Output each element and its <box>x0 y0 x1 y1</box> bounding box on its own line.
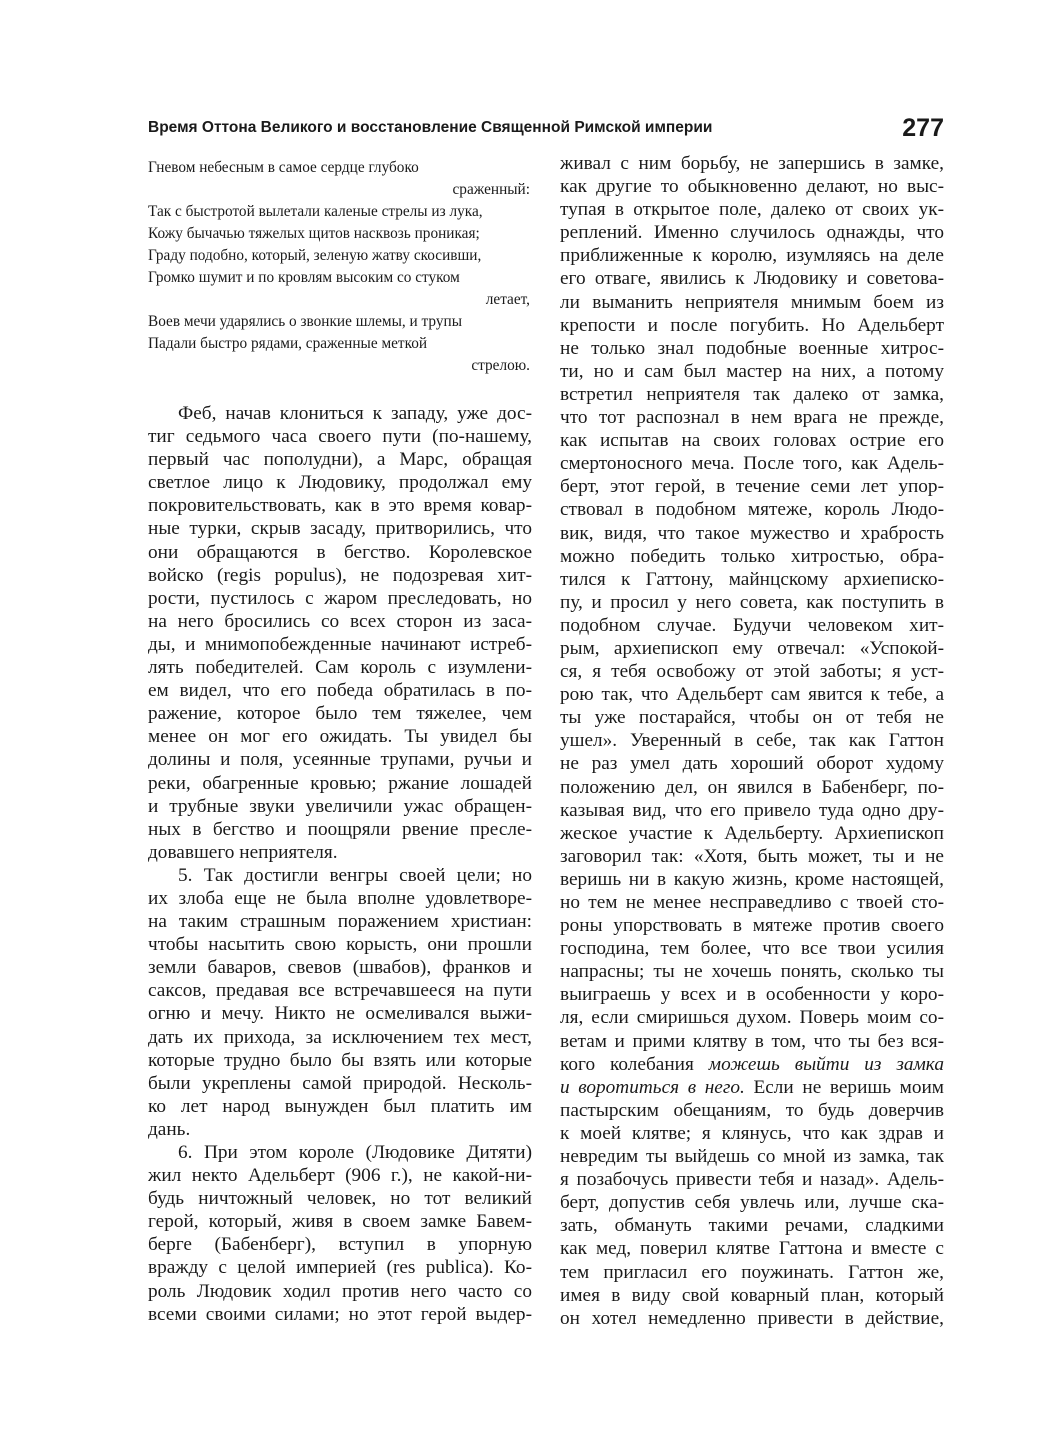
text-line: тиг седьмого часа своего пути (по-нашему, <box>148 426 532 448</box>
text-line: подобном случае. Будучи человеком хит- <box>560 614 944 636</box>
text-line: господина, тем более, что все твои усилия <box>560 938 944 960</box>
text-line: встретил неприятеля так далеко от замка, <box>560 383 944 405</box>
text-line: имея в виду свой коварный план, который <box>560 1284 944 1306</box>
text-line: Феб, начав клониться к западу, уже дос- <box>178 403 532 424</box>
text-line: чтобы насытить свою корысть, они прошли <box>148 934 532 956</box>
text-line: они обращаются в бегство. Королевское <box>148 541 532 563</box>
text-line: что тот распознал в нем врага не прежде, <box>560 407 944 429</box>
text-line: менее он мог его ожидать. Ты увидел бы <box>148 726 532 748</box>
text-line: ствовал в подобном мятеже, король Людо- <box>560 499 944 521</box>
text-line: на него бросились со всех сторон из заса- <box>148 610 532 632</box>
text-line: он хотел немедленно привести в действие, <box>560 1307 944 1329</box>
text-line: смертоносного меча. После того, как Адель- <box>560 453 944 475</box>
text-line: я позабочусь привести тебя и назад». Адель- <box>560 1169 944 1191</box>
text-line: ля, если смиришься духом. Поверь моим со- <box>560 1007 944 1029</box>
text-line: саксов, предавая все встречавшееся на пути <box>148 980 532 1002</box>
text-line: его отваге, явились к Людовику и советова- <box>560 268 944 290</box>
text-fragment: кого колебания <box>560 1053 694 1075</box>
text-line: были укреплены самой природой. Несколь- <box>148 1072 532 1094</box>
text-line: жеское участие к Адельберту. Архиепископ <box>560 822 944 844</box>
text-line: ушел». Уверенный в себе, так как Гаттон <box>560 730 944 752</box>
running-header <box>148 114 944 154</box>
text-line: ных в бегство и поощряли рвение пресле- <box>148 818 532 840</box>
text-line: лять победителей. Сам король с изумлени- <box>148 657 532 679</box>
text-line: тупая в открытое поле, далеко от своих ук- <box>560 199 944 221</box>
text-line: ли выманить неприятеля мнимым боем из <box>560 291 944 313</box>
text-line: их злоба еще не была вполне удовлетворе- <box>148 887 532 909</box>
text-line: ты уже постарайся, чтобы он от тебя не <box>560 707 944 729</box>
text-line: дань. <box>148 1118 191 1140</box>
text-line: герой, который, живя в своем замке Бавем- <box>148 1211 532 1233</box>
verse-line: Громко шумит и по кровлям высоким со стуком <box>148 269 460 286</box>
text-line: дать их прихода, за исключением тех мест, <box>148 1026 532 1048</box>
text-line: 5. Так достигли венгры своей цели; но <box>178 864 532 886</box>
text-line: вражду с целой империей (res publica). Ко- <box>148 1257 532 1279</box>
text-line: довавшего неприятеля. <box>148 841 338 863</box>
text-line: можно победить только хитростью, обра- <box>560 545 944 567</box>
text-line: пу, и просил у него совета, как поступить в <box>560 591 944 613</box>
verse-line: Кожу бычачью тяжелых щитов насквозь проникая; <box>148 225 480 242</box>
text-fragment: Если не веришь моим <box>753 1076 944 1098</box>
right-prose <box>560 152 944 1330</box>
text-line: невредим ты выйдешь со мной из замка, так <box>560 1146 944 1168</box>
text-line: войско (regis populus), не подозревая хит- <box>148 564 532 586</box>
verse-line: сраженный: <box>452 181 530 198</box>
text-line: как мед, поверил клятве Гаттона и вместе с <box>560 1238 944 1260</box>
verse-line: Падали быстро рядами, сраженные меткой <box>148 335 428 352</box>
text-line: будь ничтожный человек, но тот великий <box>148 1188 532 1210</box>
left-prose <box>148 402 532 1326</box>
text-line: реплений. Именно случилось однажды, что <box>560 222 944 244</box>
text-line: берт, допустив себя увлечь или, лучше ска- <box>560 1192 944 1214</box>
verse-line: Граду подобно, который, зеленую жатву скосивши, <box>148 247 482 264</box>
text-line: покровительствовать, как в это время ковар- <box>148 495 532 517</box>
text-line: вик, видя, что такое мужество и храбрость <box>560 522 944 544</box>
verse-line: летает, <box>485 291 530 308</box>
text-line: долины и поля, усеянные трупами, ручьи и <box>148 749 532 771</box>
text-line: живал с ним борьбу, не запершись в замке, <box>560 153 944 174</box>
text-line: тился к Гаттону, майнцскому архиеписко- <box>560 568 944 590</box>
text-line: приближенные к королю, изумляясь на деле <box>560 245 944 267</box>
text-line: роль Людовик ходил против него часто со <box>148 1280 532 1302</box>
text-line: 6. При этом короле (Людовике Дитяти) <box>178 1142 532 1163</box>
text-line: ветам и прими клятву в том, что ты без вся- <box>560 1030 944 1052</box>
text-line: всеми своими силами; но этот герой выдер- <box>148 1303 532 1325</box>
text-line: выиграешь у всех и в особенности у коро- <box>560 984 944 1006</box>
text-line: к моей клятве; я клянусь, что как здрав и <box>560 1122 944 1144</box>
text-line-mixed <box>560 1076 944 1099</box>
text-line: зать, обмануть такими речами, сладкими <box>560 1215 944 1237</box>
text-line: ко лет народ вынужден был платить им <box>148 1095 532 1117</box>
verse-line: стрелою. <box>471 357 530 374</box>
text-line: берге (Бабенберг), вступил в упорную <box>148 1234 532 1256</box>
text-line: как другие то обыкновенно делают, но выс- <box>560 176 944 198</box>
italic-text: можешь выйти из замка <box>708 1053 944 1075</box>
text-line: на таким страшным поражением христиан: <box>148 911 532 933</box>
text-line: не только знал подобные военные хитрос- <box>560 337 944 359</box>
text-line: пастырским обещаниям, то будь доверчив <box>560 1099 944 1121</box>
text-line: положению дел, он явился в Бабенберг, по- <box>560 776 944 798</box>
text-line: ся, я тебя освобожу от этой заботы; я уст- <box>560 661 944 683</box>
text-line: рости, пустилось с жаром преследовать, но <box>148 587 532 609</box>
text-line: и трубные звуки увеличили ужас обращен- <box>148 795 532 817</box>
text-line: светлое лицо к Людовику, продолжал ему <box>148 472 532 494</box>
text-line: реки, обагренные кровью; ржание лошадей <box>148 772 532 794</box>
text-line-mixed <box>560 1053 944 1076</box>
text-line: как испытав на своих головах острие его <box>560 430 944 452</box>
text-line: берт, этот герой, в течение семи лет упор- <box>560 476 944 498</box>
verse-line: Воев мечи ударялись о звонкие шлемы, и трупы <box>148 313 462 330</box>
running-title: Время Оттона Великого и восстановление Священной Римской империи <box>148 119 713 136</box>
text-line: ды, и мнимопобежденные начинают истреб- <box>148 633 532 655</box>
text-line: рым, архиепископ ему отвечал: «Успокой- <box>560 637 944 659</box>
text-line: но тем не менее несправедливо с твоей сто- <box>560 892 944 913</box>
text-line: рою так, что Адельберт сам явится к тебе, а <box>560 684 944 706</box>
page-number: 277 <box>902 114 944 142</box>
text-line: не раз умел дать хороший оборот худому <box>560 753 944 775</box>
text-line: ем видел, что его победа обратилась в по- <box>148 680 532 702</box>
italic-text: и воротиться в него. <box>560 1076 745 1098</box>
text-line: которые трудно было бы взять или которые <box>148 1049 532 1071</box>
text-line: ные турки, скрыв засаду, притворились, что <box>148 518 532 540</box>
verse-line: Гневом небесным в самое сердце глубоко <box>148 159 419 176</box>
text-line: ражение, которое было тем тяжелее, чем <box>148 703 532 725</box>
poem-block <box>148 157 532 377</box>
text-line: крепости и после погубить. Но Адельберт <box>560 314 944 336</box>
text-line: жил некто Адельберт (906 г.), не какой-ни- <box>148 1165 532 1187</box>
text-line: роны упорствовать в мятеже против своего <box>560 915 944 937</box>
right-column <box>560 152 944 1330</box>
verse-line: Так с быстротой вылетали каленые стрелы из лука, <box>148 203 483 220</box>
text-line: первый час пополудни), а Марс, обращая <box>148 449 532 471</box>
left-column <box>148 152 532 1326</box>
text-line: ти, но и сам был мастер на них, а потому <box>560 360 944 382</box>
text-line: тем пригласил его поужинать. Гаттон же, <box>560 1261 944 1283</box>
text-line: огню и мечу. Никто не осмеливался выжи- <box>148 1003 532 1025</box>
text-line: напрасны; ты не хочешь понять, сколько ты <box>560 961 944 983</box>
text-line: казывая вид, что его привело туда одно дру- <box>560 799 944 821</box>
text-line: веришь ни в какую жизнь, кроме настоящей, <box>560 868 944 890</box>
text-line: заговорил так: «Хотя, быть может, ты и не <box>560 845 944 867</box>
text-line: земли баваров, свевов (швабов), франков и <box>148 957 532 979</box>
